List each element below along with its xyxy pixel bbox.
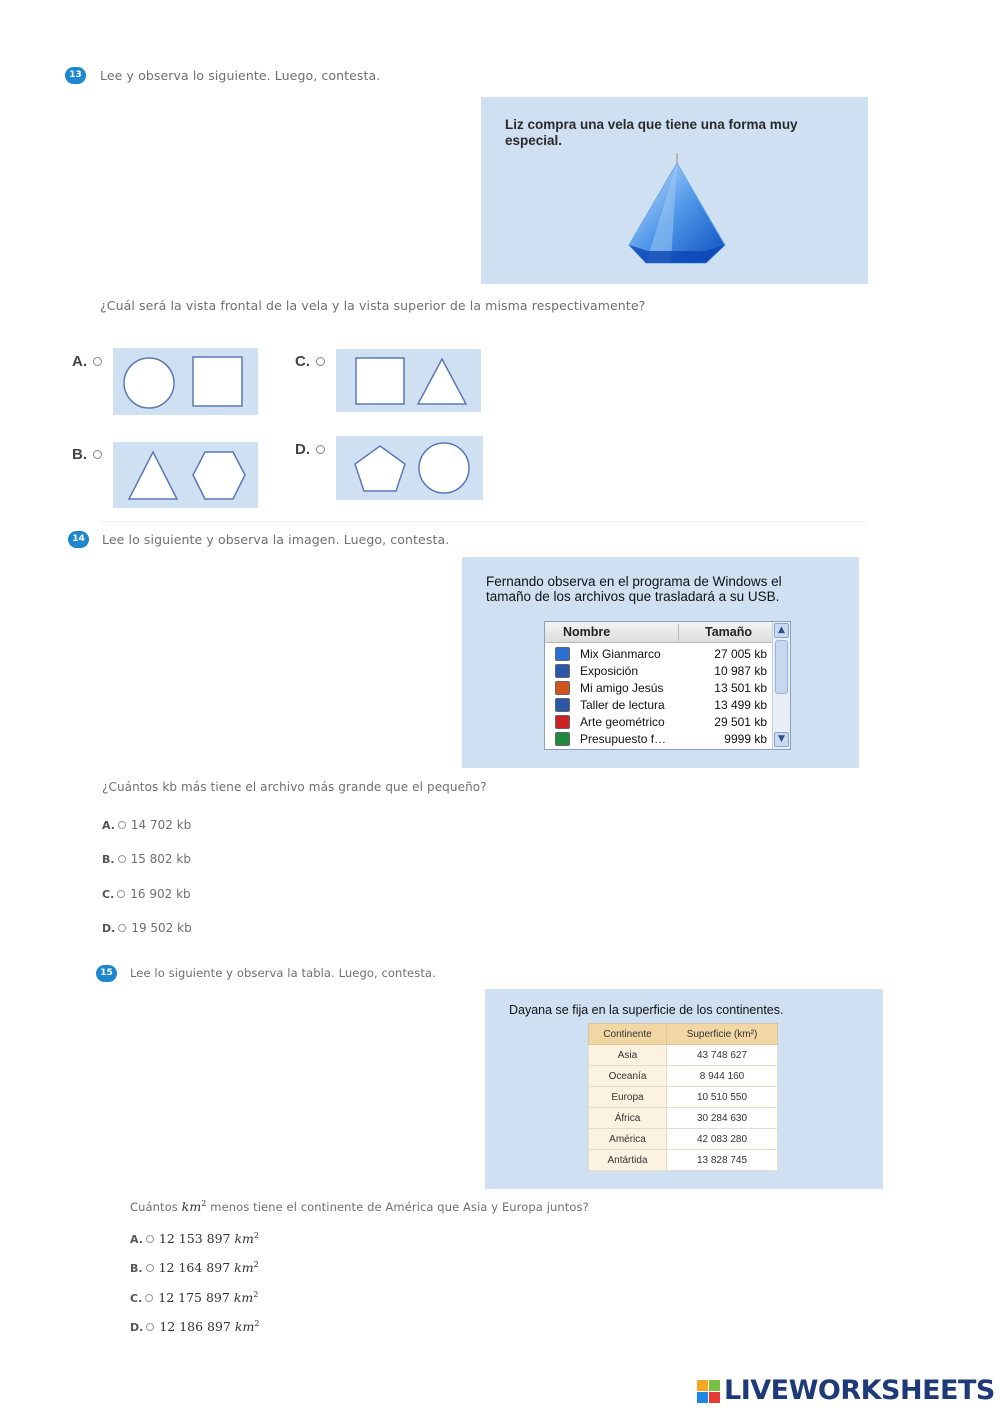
files-panel-text-line-1: Fernando observa en el programa de Windows el xyxy=(486,574,782,589)
scroll-thumb[interactable] xyxy=(775,640,788,694)
table-row xyxy=(589,1087,778,1108)
question-15-text: Cuántos $km^2$ menos tiene el continente de América que Asia y Europa juntos? xyxy=(130,1199,589,1215)
file-row[interactable] xyxy=(555,714,767,731)
area-cell: 43 748 627 xyxy=(667,1045,778,1066)
option-c-radio[interactable] xyxy=(316,357,325,366)
file-row[interactable] xyxy=(555,646,767,663)
question-14-text: ¿Cuántos kb más tiene el archivo más grande que el pequeño? xyxy=(102,780,487,794)
files-panel-text-line-2: tamaño de los archivos que trasladará a su USB. xyxy=(486,589,780,604)
question-15-number: 15 xyxy=(96,965,117,982)
radio-icon xyxy=(117,890,125,898)
area-cell: 8 944 160 xyxy=(667,1066,778,1087)
radio-icon xyxy=(145,1294,153,1302)
file-size: 13 499 kb xyxy=(714,698,767,712)
area-cell: 10 510 550 xyxy=(667,1087,778,1108)
table-row xyxy=(589,1129,778,1150)
file-list-header xyxy=(545,622,773,643)
radio-icon xyxy=(146,1323,154,1331)
option-a-radio[interactable] xyxy=(93,357,102,366)
table-row xyxy=(589,1045,778,1066)
question-13-number: 13 xyxy=(65,67,86,84)
option-b-radio[interactable] xyxy=(93,450,102,459)
continent-column-header: Continente xyxy=(589,1024,667,1045)
question-13-text: ¿Cuál será la vista frontal de la vela y la vista superior de la misma respectivamente? xyxy=(100,298,646,313)
circle-icon xyxy=(419,443,469,493)
q15-option-b[interactable]: B. 12 164 897 $km^2$ xyxy=(130,1260,259,1276)
radio-icon xyxy=(118,855,126,863)
area-cell: 13 828 745 xyxy=(667,1150,778,1171)
km2-unit: $km^2$ xyxy=(181,1199,207,1215)
file-size: 9999 kb xyxy=(724,732,767,746)
table-row xyxy=(589,1108,778,1129)
question-15-prompt: Lee lo siguiente y observa la tabla. Luego, contesta. xyxy=(130,966,436,980)
circle-icon xyxy=(124,358,174,408)
continents-table xyxy=(588,1023,778,1171)
pdf-file-icon xyxy=(555,715,570,729)
triangle-icon xyxy=(129,452,177,499)
option-d-letter: D. xyxy=(295,441,310,458)
file-size: 10 987 kb xyxy=(714,664,767,678)
option-d-shapes[interactable] xyxy=(336,436,483,500)
option-b-shapes[interactable] xyxy=(113,442,258,508)
radio-icon xyxy=(118,924,126,932)
continent-cell: Asia xyxy=(589,1045,667,1066)
scroll-down-arrow-icon[interactable]: ▼ xyxy=(774,732,789,747)
triangle-icon xyxy=(418,359,466,404)
option-a-letter: A. xyxy=(72,353,87,370)
q14-option-d[interactable]: D. 19 502 kb xyxy=(102,921,192,935)
area-cell: 42 083 280 xyxy=(667,1129,778,1150)
file-row[interactable] xyxy=(555,663,767,680)
area-cell: 30 284 630 xyxy=(667,1108,778,1129)
table-row xyxy=(589,1066,778,1087)
option-c-letter: C. xyxy=(295,353,310,370)
file-name: Exposición xyxy=(580,664,639,678)
scrollbar[interactable] xyxy=(772,622,790,749)
question-14-prompt: Lee lo siguiente y observa la imagen. Luego, contesta. xyxy=(102,532,450,547)
continent-cell: Oceanía xyxy=(589,1066,667,1087)
option-d-radio[interactable] xyxy=(316,445,325,454)
liveworksheets-logo-icon xyxy=(697,1380,721,1404)
question-13-prompt: Lee y observa lo siguiente. Luego, contesta. xyxy=(100,68,381,83)
file-name: Presupuesto f… xyxy=(580,732,667,746)
word-file-icon xyxy=(555,664,570,678)
file-row[interactable] xyxy=(555,680,767,697)
file-name: Mix Gianmarco xyxy=(580,647,661,661)
q14-option-c[interactable]: C. 16 902 kb xyxy=(102,887,191,901)
file-explorer-window xyxy=(544,621,791,750)
hexagon-icon xyxy=(193,452,245,499)
table-row xyxy=(589,1150,778,1171)
radio-icon xyxy=(146,1264,154,1272)
file-size: 27 005 kb xyxy=(714,647,767,661)
question-14-number: 14 xyxy=(68,531,89,548)
q14-option-a[interactable]: A. 14 702 kb xyxy=(102,818,192,832)
music-file-icon xyxy=(555,647,570,661)
q14-option-b[interactable]: B. 15 802 kb xyxy=(102,852,191,866)
file-size: 29 501 kb xyxy=(714,715,767,729)
q15-option-a[interactable]: A. 12 153 897 $km^2$ xyxy=(130,1231,259,1247)
continent-cell: Europa xyxy=(589,1087,667,1108)
candle-panel-text: Liz compra una vela que tiene una forma muy especial. xyxy=(505,117,798,148)
liveworksheets-logo-text[interactable]: LIVEWORKSHEETS xyxy=(724,1375,995,1406)
option-a-shapes[interactable] xyxy=(113,348,258,415)
continent-cell: África xyxy=(589,1108,667,1129)
file-name: Mi amigo Jesús xyxy=(580,681,664,695)
file-row[interactable] xyxy=(555,697,767,714)
excel-file-icon xyxy=(555,732,570,746)
file-row[interactable] xyxy=(555,731,767,748)
column-size-header[interactable]: Tamaño xyxy=(705,625,752,639)
q15-option-c[interactable]: C. 12 175 897 $km^2$ xyxy=(130,1290,259,1306)
pentagon-icon xyxy=(355,446,405,491)
square-icon xyxy=(356,358,404,404)
option-b-letter: B. xyxy=(72,446,87,463)
continent-cell: Antártida xyxy=(589,1150,667,1171)
q15-option-d[interactable]: D. 12 186 897 $km^2$ xyxy=(130,1319,260,1335)
column-separator xyxy=(678,624,679,641)
radio-icon xyxy=(146,1235,154,1243)
powerpoint-file-icon xyxy=(555,681,570,695)
candle-panel xyxy=(481,97,868,284)
divider xyxy=(100,521,866,522)
scroll-up-arrow-icon[interactable]: ▲ xyxy=(774,623,789,638)
file-name: Taller de lectura xyxy=(580,698,665,712)
radio-icon xyxy=(118,821,126,829)
file-name: Arte geométrico xyxy=(580,715,665,729)
candle-image xyxy=(626,153,736,269)
continents-panel-text: Dayana se fija en la superficie de los continentes. xyxy=(509,1003,784,1017)
column-name-header[interactable]: Nombre xyxy=(563,625,611,639)
area-column-header: Superficie (km²) xyxy=(667,1024,778,1045)
file-size: 13 501 kb xyxy=(714,681,767,695)
word-file-icon xyxy=(555,698,570,712)
continent-cell: América xyxy=(589,1129,667,1150)
option-c-shapes[interactable] xyxy=(336,349,481,412)
square-icon xyxy=(193,357,242,406)
